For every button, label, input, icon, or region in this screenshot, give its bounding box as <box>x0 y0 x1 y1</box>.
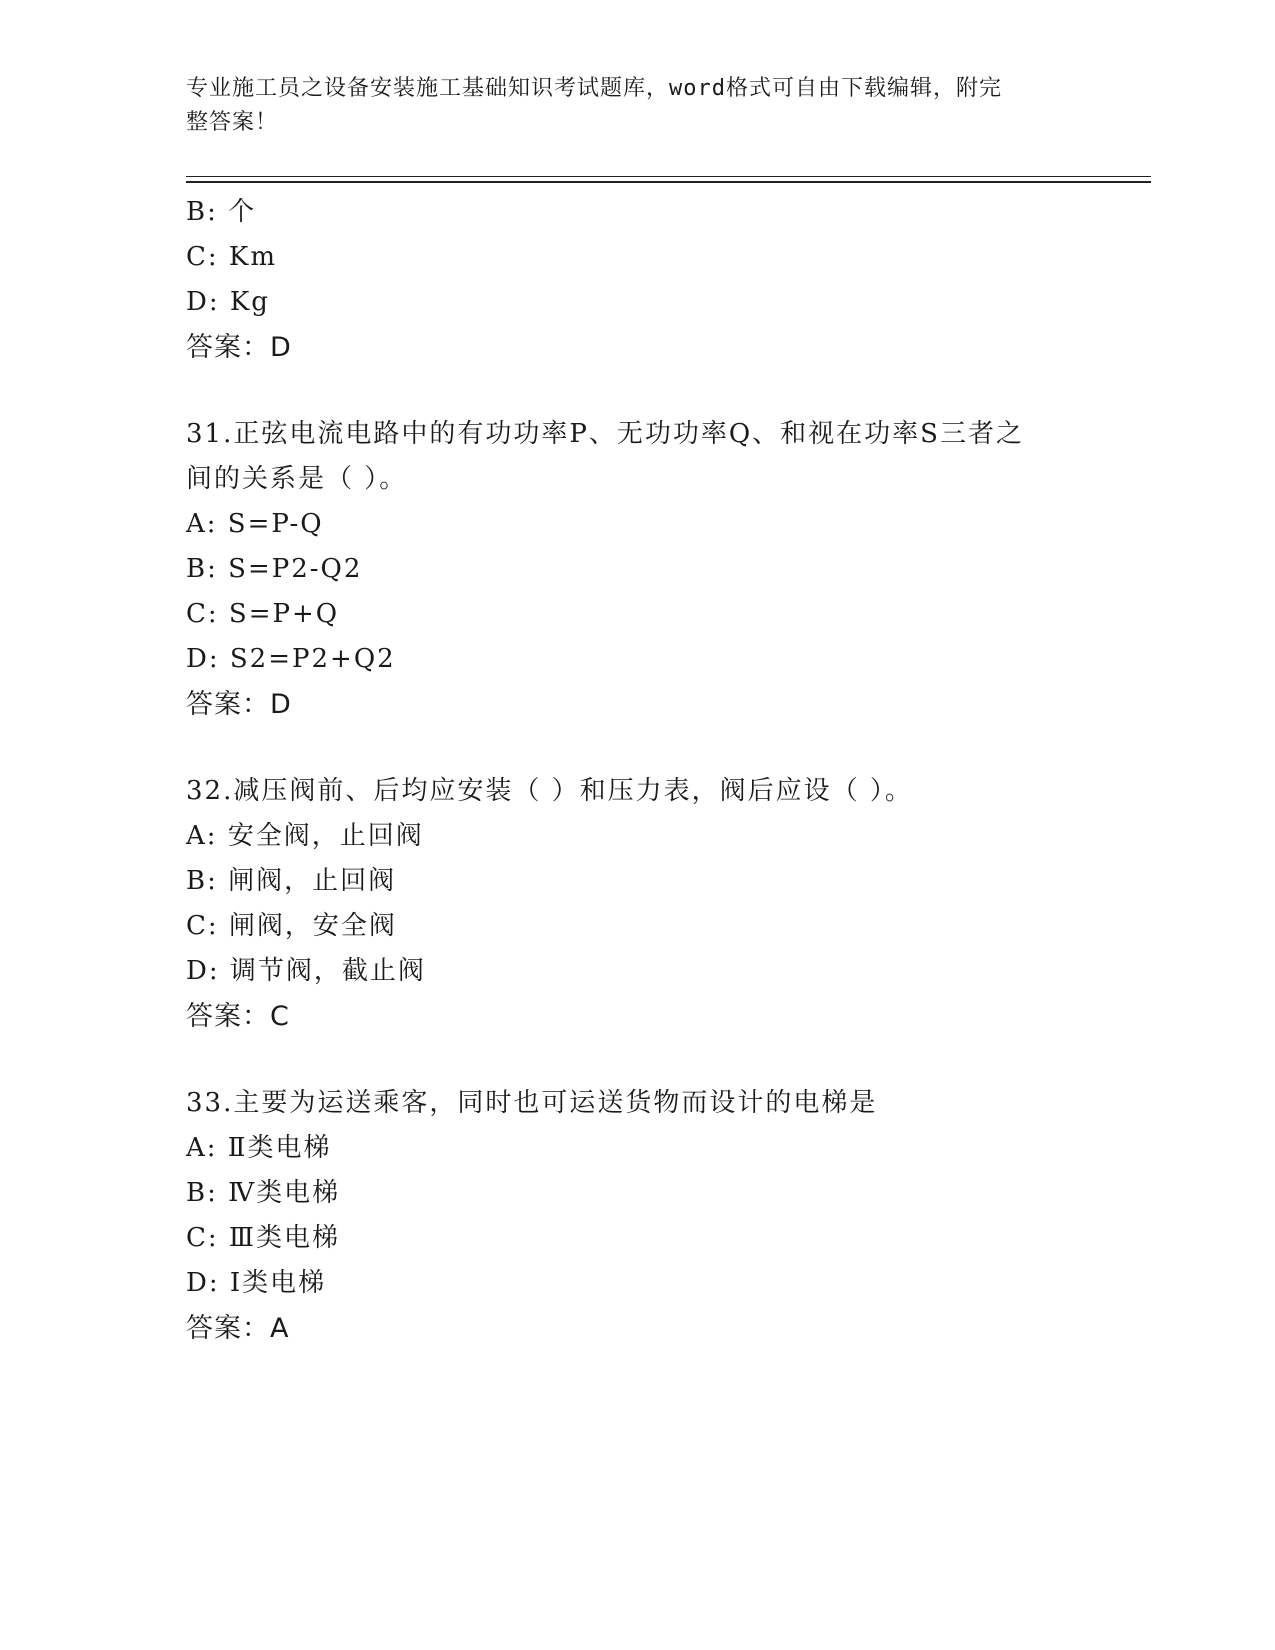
option-c: C: 闸阀，安全阀 <box>186 911 397 941</box>
document-header <box>186 72 1066 140</box>
question-31 <box>186 412 1146 727</box>
option-b: B: S=P2-Q2 <box>186 554 363 584</box>
option-a: A: S=P-Q <box>186 509 324 539</box>
option-d: D: Ⅰ类电梯 <box>186 1268 327 1298</box>
option-d: D: S2=P2+Q2 <box>186 644 396 674</box>
option-a: A: Ⅱ类电梯 <box>186 1133 332 1163</box>
question-stem: 32.减压阀前、后均应安装（ ）和压力表，阀后应设（ ）。 <box>186 776 913 806</box>
question-content <box>186 190 1146 1351</box>
option-a: A: 安全阀，止回阀 <box>186 821 424 851</box>
option-c: C: Km <box>186 242 277 272</box>
answer-line: 答案：D <box>186 332 292 363</box>
question-stem: 33.主要为运送乘客，同时也可运送货物而设计的电梯是 <box>186 1088 878 1118</box>
option-b: B: 个 <box>186 197 257 227</box>
option-b: B: 闸阀，止回阀 <box>186 866 397 896</box>
answer-line: 答案：C <box>186 1001 290 1032</box>
option-b: B: Ⅳ类电梯 <box>186 1178 341 1208</box>
header-line-2: 整答案！ <box>186 110 279 135</box>
answer-line: 答案：D <box>186 689 292 720</box>
option-d: D: Kg <box>186 287 270 317</box>
question-stem: 31.正弦电流电路中的有功功率P、无功功率Q、和视在功率S三者之 <box>186 419 1024 449</box>
header-divider-thin <box>186 176 1151 177</box>
option-c: C: S=P+Q <box>186 599 340 629</box>
answer-line: 答案：A <box>186 1313 290 1344</box>
option-c: C: Ⅲ类电梯 <box>186 1223 340 1253</box>
question-stem-continued: 间的关系是（ ）。 <box>186 464 408 494</box>
header-divider-thick <box>186 181 1151 183</box>
header-line-1: 专业施工员之设备安装施工基础知识考试题库，word格式可自由下载编辑，附完 <box>186 76 1002 101</box>
previous-question-tail <box>186 190 1146 370</box>
option-d: D: 调节阀，截止阀 <box>186 956 426 986</box>
question-33 <box>186 1081 1146 1351</box>
question-32 <box>186 769 1146 1039</box>
